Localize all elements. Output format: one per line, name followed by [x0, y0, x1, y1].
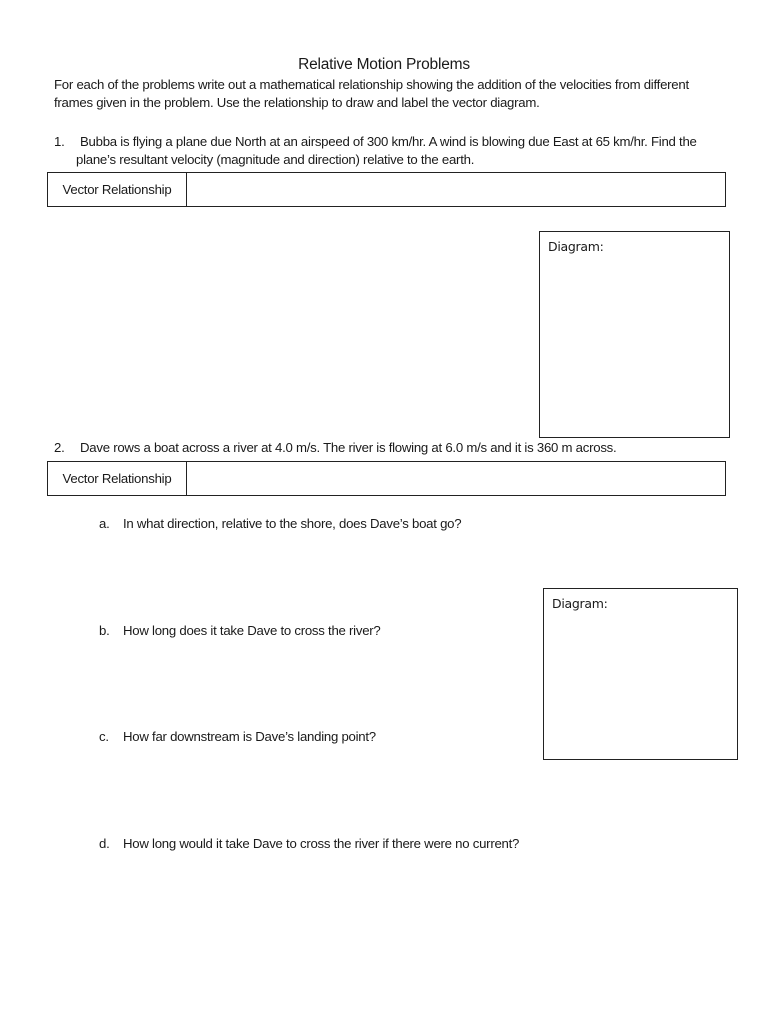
- diagram-label: Diagram:: [548, 239, 604, 254]
- problem-1: [54, 133, 744, 169]
- vector-relationship-answer-field[interactable]: [187, 173, 725, 206]
- question-text: In what direction, relative to the shore, does Dave’s boat go?: [123, 516, 462, 531]
- question-letter: c.: [99, 729, 109, 744]
- vector-relationship-label: Vector Relationship: [48, 173, 187, 206]
- problem-1-line-1: Bubba is flying a plane due North at an airspeed of 300 km/hr. A wind is blowing due East at 65 km/hr. Find the: [80, 134, 697, 149]
- question-text: How far downstream is Dave’s landing point?: [123, 729, 376, 744]
- question-a: [99, 516, 461, 531]
- problem-1-line-2: plane’s resultant velocity (magnitude and direction) relative to the earth.: [76, 152, 475, 167]
- question-text: How long would it take Dave to cross the river if there were no current?: [123, 836, 520, 851]
- vector-relationship-answer-field[interactable]: [187, 462, 725, 495]
- problem-2: [54, 439, 744, 457]
- question-text: How long does it take Dave to cross the river?: [123, 623, 381, 638]
- question-letter: d.: [99, 836, 110, 851]
- instructions: For each of the problems write out a mathematical relationship showing the addition of the velocities from different frames given in the problem. Use the relationship to draw and label the vector diagram.: [54, 77, 689, 110]
- problem-1-number: 1.: [54, 134, 65, 149]
- page-title: Relative Motion Problems: [298, 56, 470, 73]
- problem-2-diagram-box[interactable]: [543, 588, 738, 760]
- problem-2-vector-relationship-box: [47, 461, 726, 496]
- question-d: [99, 836, 519, 851]
- problem-2-text: Dave rows a boat across a river at 4.0 m/s. The river is flowing at 6.0 m/s and it is 360 m across.: [80, 440, 617, 455]
- diagram-label: Diagram:: [552, 596, 608, 611]
- problem-1-diagram-box[interactable]: [539, 231, 730, 438]
- question-c: [99, 729, 376, 744]
- problem-1-vector-relationship-box: [47, 172, 726, 207]
- question-letter: a.: [99, 516, 110, 531]
- vector-relationship-label: Vector Relationship: [48, 462, 187, 495]
- problem-2-number: 2.: [54, 440, 65, 455]
- question-b: [99, 623, 381, 638]
- question-letter: b.: [99, 623, 110, 638]
